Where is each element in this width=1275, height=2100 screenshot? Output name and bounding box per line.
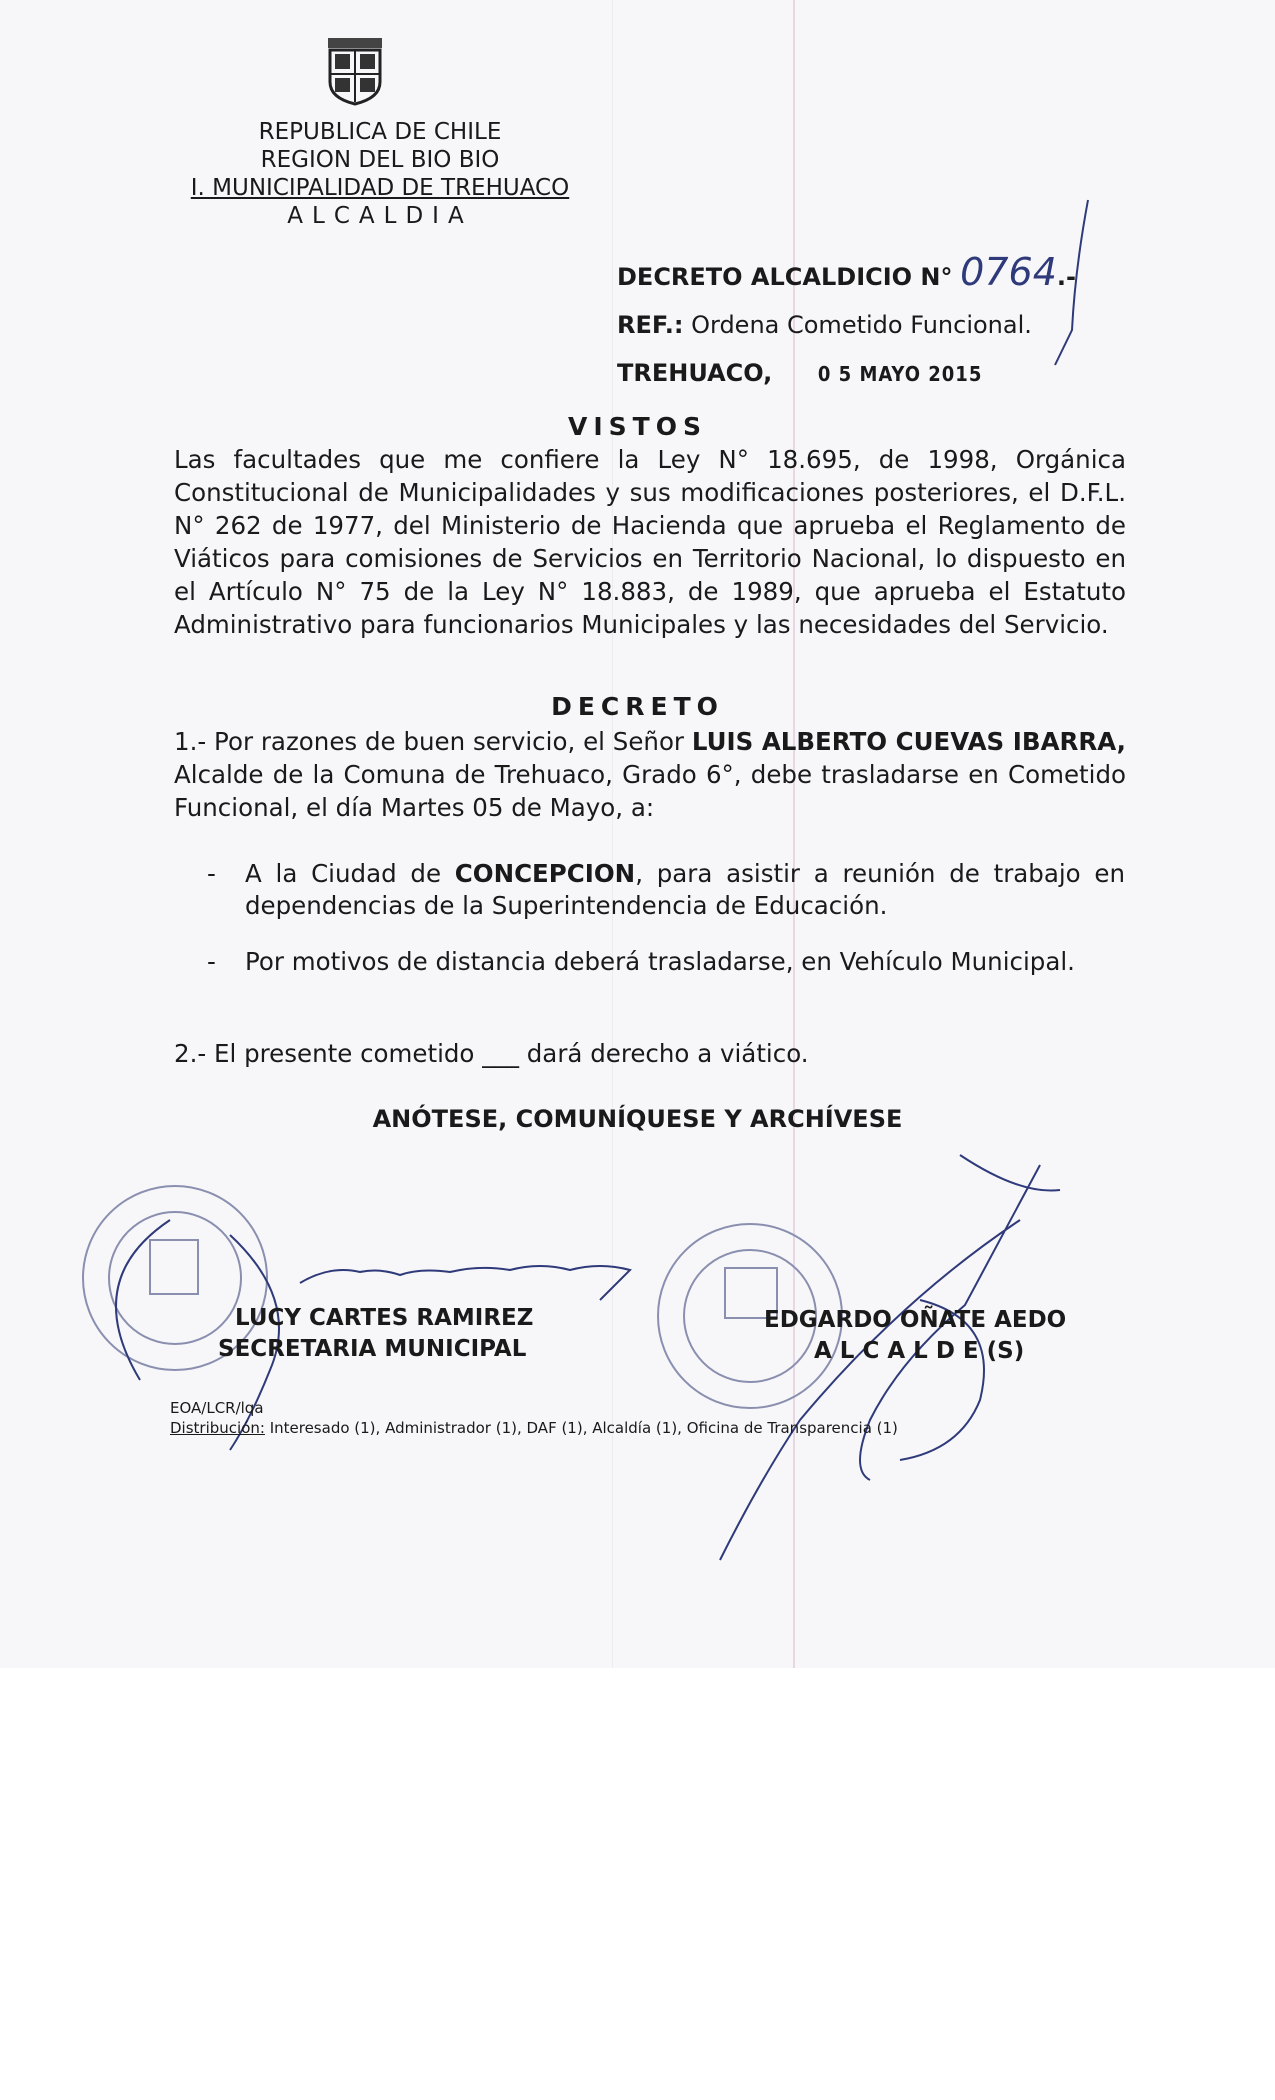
official-name: LUIS ALBERTO CUEVAS IBARRA, <box>691 727 1126 756</box>
right-signer-name: EDGARDO OÑATE AEDO <box>764 1307 1067 1333</box>
destination-city: CONCEPCION <box>454 859 636 888</box>
place-label: TREHUACO, <box>617 359 773 387</box>
decree-suffix: .- <box>1056 263 1076 291</box>
reference-label: REF.: <box>617 311 684 339</box>
municipality-line: I. MUNICIPALIDAD DE TREHUACO <box>190 175 570 201</box>
footer-block <box>170 1398 898 1438</box>
region-line: REGION DEL BIO BIO <box>260 147 500 173</box>
left-signer-name: LUCY CARTES RAMIREZ <box>235 1305 534 1331</box>
left-signer-role: SECRETARIA MUNICIPAL <box>218 1336 527 1362</box>
right-signer-role: A L C A L D E (S) <box>814 1338 1025 1364</box>
distribution-line <box>170 1418 898 1438</box>
closing-formula: ANÓTESE, COMUNÍQUESE Y ARCHÍVESE <box>372 1105 903 1133</box>
list-bullet: - <box>207 947 216 976</box>
office-line: ALCALDIA <box>287 203 473 229</box>
article-1-text-a: 1.- Por razones de buen servicio, el Señor <box>174 727 692 756</box>
decree-label: DECRETO ALCALDICIO N° <box>617 263 953 291</box>
decreto-title: DECRETO <box>551 692 724 721</box>
decree-number: 0764 <box>960 250 1057 294</box>
item-1-text-b: , para asistir a reunión de trabajo en dependencias de la Superintendencia de Educación. <box>245 859 1125 920</box>
right-signature-block <box>764 1305 1066 1367</box>
decree-number-slash <box>1055 200 1088 365</box>
distribution-label: Distribución: <box>170 1419 265 1437</box>
article-1-text-b: Alcalde de la Comuna de Trehuaco, Grado 6°, debe trasladarse en Cometido Funcional, el día Martes 05 de Mayo, a: <box>174 760 1126 822</box>
list-bullet: - <box>207 859 216 888</box>
item-1-text-a: A la Ciudad de <box>245 859 455 888</box>
vistos-title: VISTOS <box>568 412 707 441</box>
country-line: REPUBLICA DE CHILE <box>258 119 502 145</box>
initials: EOA/LCR/lqa <box>170 1399 264 1417</box>
distribution-text: Interesado (1), Administrador (1), DAF (1), Alcaldía (1), Oficina de Transparencia (1) <box>264 1419 898 1437</box>
decreto-article-2: 2.- El presente cometido ___ dará derecho a viático. <box>174 1039 809 1068</box>
date-stamp: 0 5 MAYO 2015 <box>817 362 983 386</box>
list-item-text: Por motivos de distancia deberá trasladarse, en Vehículo Municipal. <box>245 947 1075 976</box>
reference-text: Ordena Cometido Funcional. <box>691 311 1032 339</box>
left-signature-block <box>218 1303 534 1365</box>
vistos-text: Las facultades que me confiere la Ley N° 18.695, de 1998, Orgánica Constitucional de Municipalidades y sus modificaciones posteriores, el D.F.L. N° 262 de 1977, del Ministerio de Hacienda que aprueba el Reglamento de Viáticos para comisiones de Servicios en Territorio Nacional, lo dispuesto en el Artículo N° 75 de la Ley N° 18.883, de 1989, que aprueba el Estatuto Administrativo para funcionarios Municipales y las necesidades del Servicio. <box>174 445 1126 639</box>
